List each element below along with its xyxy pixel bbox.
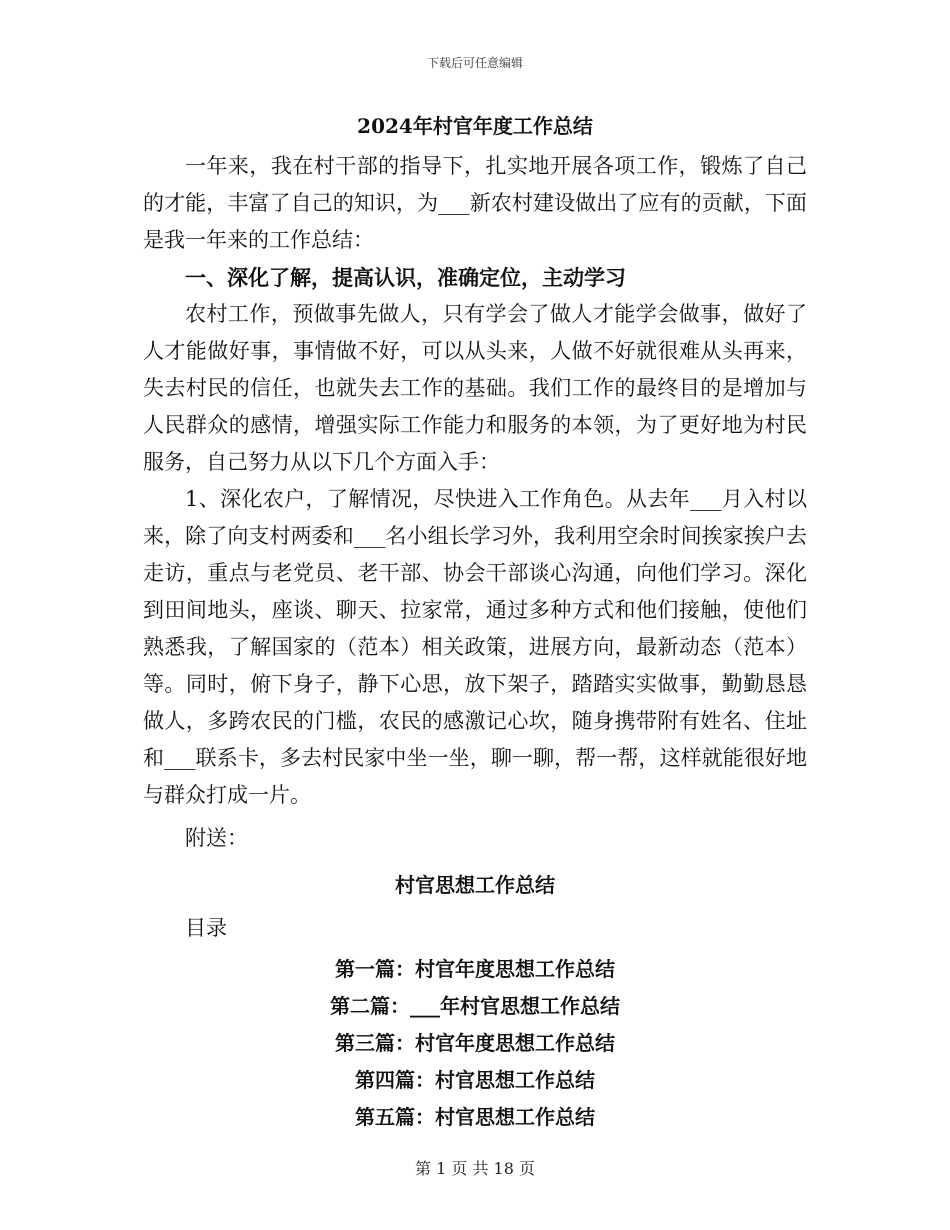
document-body (143, 110, 807, 1136)
page-header: 下载后可任意编辑 (426, 56, 523, 70)
toc-item[interactable]: 第二篇：___年村官思想工作总结 (330, 994, 620, 1018)
toc-item[interactable]: 第三篇：村官年度思想工作总结 (335, 1031, 615, 1055)
toc-item[interactable]: 第五篇：村官思想工作总结 (355, 1105, 595, 1129)
attachment-label: 附送： (185, 826, 248, 850)
intro-paragraph: 一年来，我在村干部的指导下，扎实地开展各项工作，锻炼了自己的才能，丰富了自己的知识，为___新农村建设做出了应有的贡献，下面是我一年来的工作总结： (143, 154, 807, 252)
attachment-title: 村官思想工作总结 (395, 873, 555, 897)
document-title: 2024年村官年度工作总结 (357, 114, 593, 138)
toc-item[interactable]: 第一篇：村官年度思想工作总结 (335, 957, 615, 981)
section-1-paragraph-2: 1、深化农户，了解情况，尽快进入工作角色。从去年___月入村以来，除了向支村两委和___名小组长学习外，我利用空余时间挨家挨户去走访，重点与老党员、老干部、协会干部谈心沟通，向他们学习。深化到田间地头，座谈、聊天、拉家常，通过多种方式和他们接触，使他们熟悉我，了解国家的（范本）相关政策，进展方向，最新动态（范本）等。同时，俯下身子，静下心思，放下架子，踏踏实实做事，勤勤恳恳做人，多跨农民的门槛，农民的感激记心坎，随身携带附有姓名、住址和___联系卡，多去村民家中坐一坐，聊一聊，帮一帮，这样就能很好地与群众打成一片。 (143, 487, 807, 807)
section-1-paragraph-1: 农村工作，预做事先做人，只有学会了做人才能学会做事，做好了人才能做好事，事情做不好，可以从头来，人做不好就很难从头再来，失去村民的信任，也就失去工作的基础。我们工作的最终目的是增加与人民群众的感情，增强实际工作能力和服务的本领，为了更好地为村民服务，自己努力从以下几个方面入手： (143, 302, 807, 474)
toc-item[interactable]: 第四篇：村官思想工作总结 (355, 1068, 595, 1092)
section-heading-1: 一、深化了解，提高认识，准确定位，主动学习 (185, 265, 626, 290)
table-of-contents (143, 951, 807, 1136)
toc-label: 目录 (185, 916, 227, 940)
page-footer: 第 1 页 共 18 页 (415, 1159, 535, 1178)
